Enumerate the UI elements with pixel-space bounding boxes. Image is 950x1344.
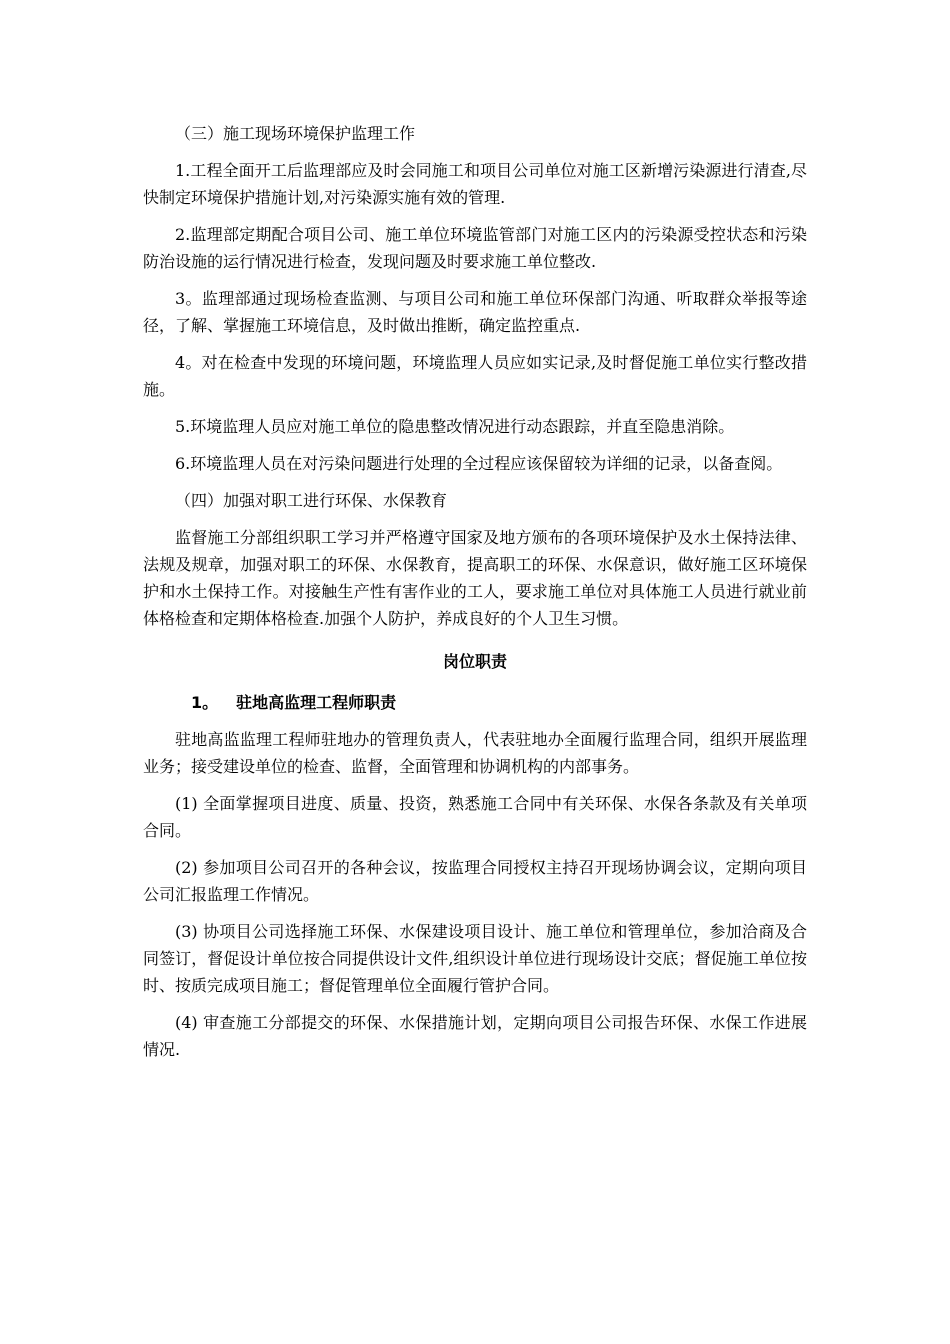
duties-subtitle-text: 驻地高监理工程师职责	[236, 693, 397, 712]
section-3-item-3: 3。监理部通过现场检查监测、与项目公司和施工单位环保部门沟通、听取群众举报等途径，了解、掌握施工环境信息，及时做出推断，确定监控重点.	[143, 289, 807, 335]
duties-subtitle-number: 1。	[191, 693, 219, 712]
section-3-heading: （三）施工现场环境保护监理工作	[175, 124, 416, 143]
duties-item-2: (2) 参加项目公司召开的各种会议，按监理合同授权主持召开现场协调会议，定期向项目公司汇报监理工作情况。	[143, 858, 807, 904]
duties-intro: 驻地高监监理工程师驻地办的管理负责人，代表驻地办全面履行监理合同，组织开展监理业务；接受建设单位的检查、监督，全面管理和协调机构的内部事务。	[143, 730, 807, 776]
section-3-item-2: 2.监理部定期配合项目公司、施工单位环境监管部门对施工区内的污染源受控状态和污染防治设施的运行情况进行检查，发现问题及时要求施工单位整改.	[143, 225, 807, 271]
duties-subtitle	[143, 689, 807, 716]
duties-title: 岗位职责	[442, 652, 507, 671]
section-3-item-6: 6.环境监理人员在对污染问题进行处理的全过程应该保留较为详细的记录，以备查阅。	[175, 454, 783, 473]
section-3-item-1: 1.工程全面开工后监理部应及时会同施工和项目公司单位对施工区新增污染源进行清查,尽快制定环境保护措施计划,对污染源实施有效的管理.	[143, 161, 807, 207]
document-body	[143, 120, 807, 1063]
duties-item-4: (4) 审查施工分部提交的环保、水保措施计划，定期向项目公司报告环保、水保工作进展情况.	[143, 1013, 807, 1059]
duties-item-3: (3) 协项目公司选择施工环保、水保建设项目设计、施工单位和管理单位，参加洽商及合同签订，督促设计单位按合同提供设计文件,组织设计单位进行现场设计交底；督促施工单位按时、按质完成项目施工；督促管理单位全面履行管护合同。	[143, 922, 807, 995]
section-3-item-4: 4。对在检查中发现的环境问题，环境监理人员应如实记录,及时督促施工单位实行整改措施。	[143, 353, 807, 399]
section-4-body: 监督施工分部组织职工学习并严格遵守国家及地方颁布的各项环境保护及水土保持法律、法规及规章，加强对职工的环保、水保教育，提高职工的环保、水保意识，做好施工区环境保护和水土保持工作。对接触生产性有害作业的工人，要求施工单位对具体施工人员进行就业前体格检查和定期体格检查.加强个人防护，养成良好的个人卫生习惯。	[143, 528, 807, 628]
section-3-item-5: 5.环境监理人员应对施工单位的隐患整改情况进行动态跟踪，并直至隐患消除。	[175, 417, 735, 436]
duties-item-1: (1) 全面掌握项目进度、质量、投资，熟悉施工合同中有关环保、水保各条款及有关单项合同。	[143, 794, 807, 840]
section-4-heading: （四）加强对职工进行环保、水保教育	[175, 491, 448, 510]
